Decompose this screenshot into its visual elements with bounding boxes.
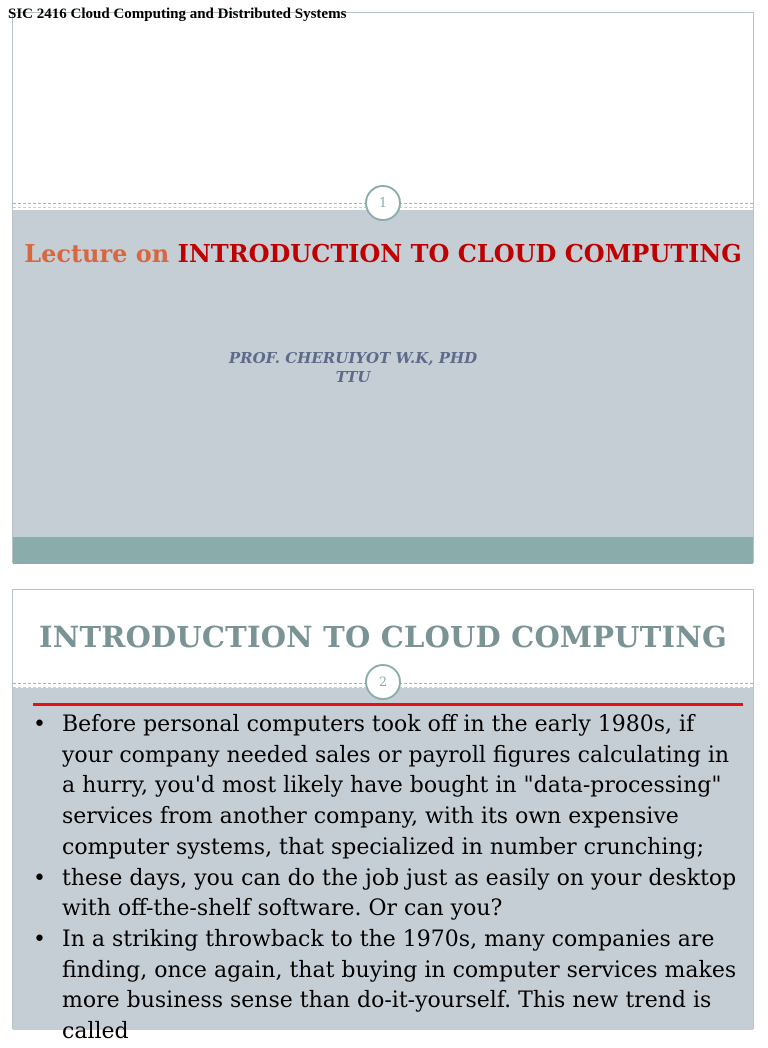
slide-1-author-name: PROF. CHERUIYOT W.K, PHD [228, 349, 478, 367]
document-header: SIC 2416 Cloud Computing and Distributed Systems [8, 6, 347, 22]
bullet-item: • Before personal computers took off in the early 1980s, if your company needed sales or payroll figures calculating in a hurry, you'd most likely have bought in "data-processing" services from another company, with its own expensive computer systems, that specialized in number crunching; [33, 710, 738, 864]
slide-2-title: INTRODUCTION TO CLOUD COMPUTING [39, 620, 727, 654]
slide-1-title-lead: Lecture on [24, 239, 170, 268]
slide-1-number-badge: 1 [365, 185, 401, 221]
slide-2 [12, 589, 754, 1045]
slide-2-bullet-list [33, 710, 738, 1048]
slide-1 [12, 12, 754, 563]
slide-1-footer-band [13, 537, 753, 564]
slide-2-number-badge: 2 [365, 664, 401, 700]
bullet-item: • In a striking throwback to the 1970s, many companies are finding, once again, that buying in computer services makes more business sense than do-it-yourself. This new trend is called [33, 925, 738, 1048]
slide-1-title-main: INTRODUCTION TO CLOUD COMPUTING [177, 239, 742, 268]
slide-1-title [13, 238, 753, 269]
slide-1-author-org: TTU [335, 368, 371, 386]
bullet-item: • these days, you can do the job just as easily on your desktop with off-the-shelf software. Or can you? [33, 864, 738, 925]
slide-1-top-band [13, 13, 753, 210]
slide-2-red-rule [33, 703, 743, 706]
